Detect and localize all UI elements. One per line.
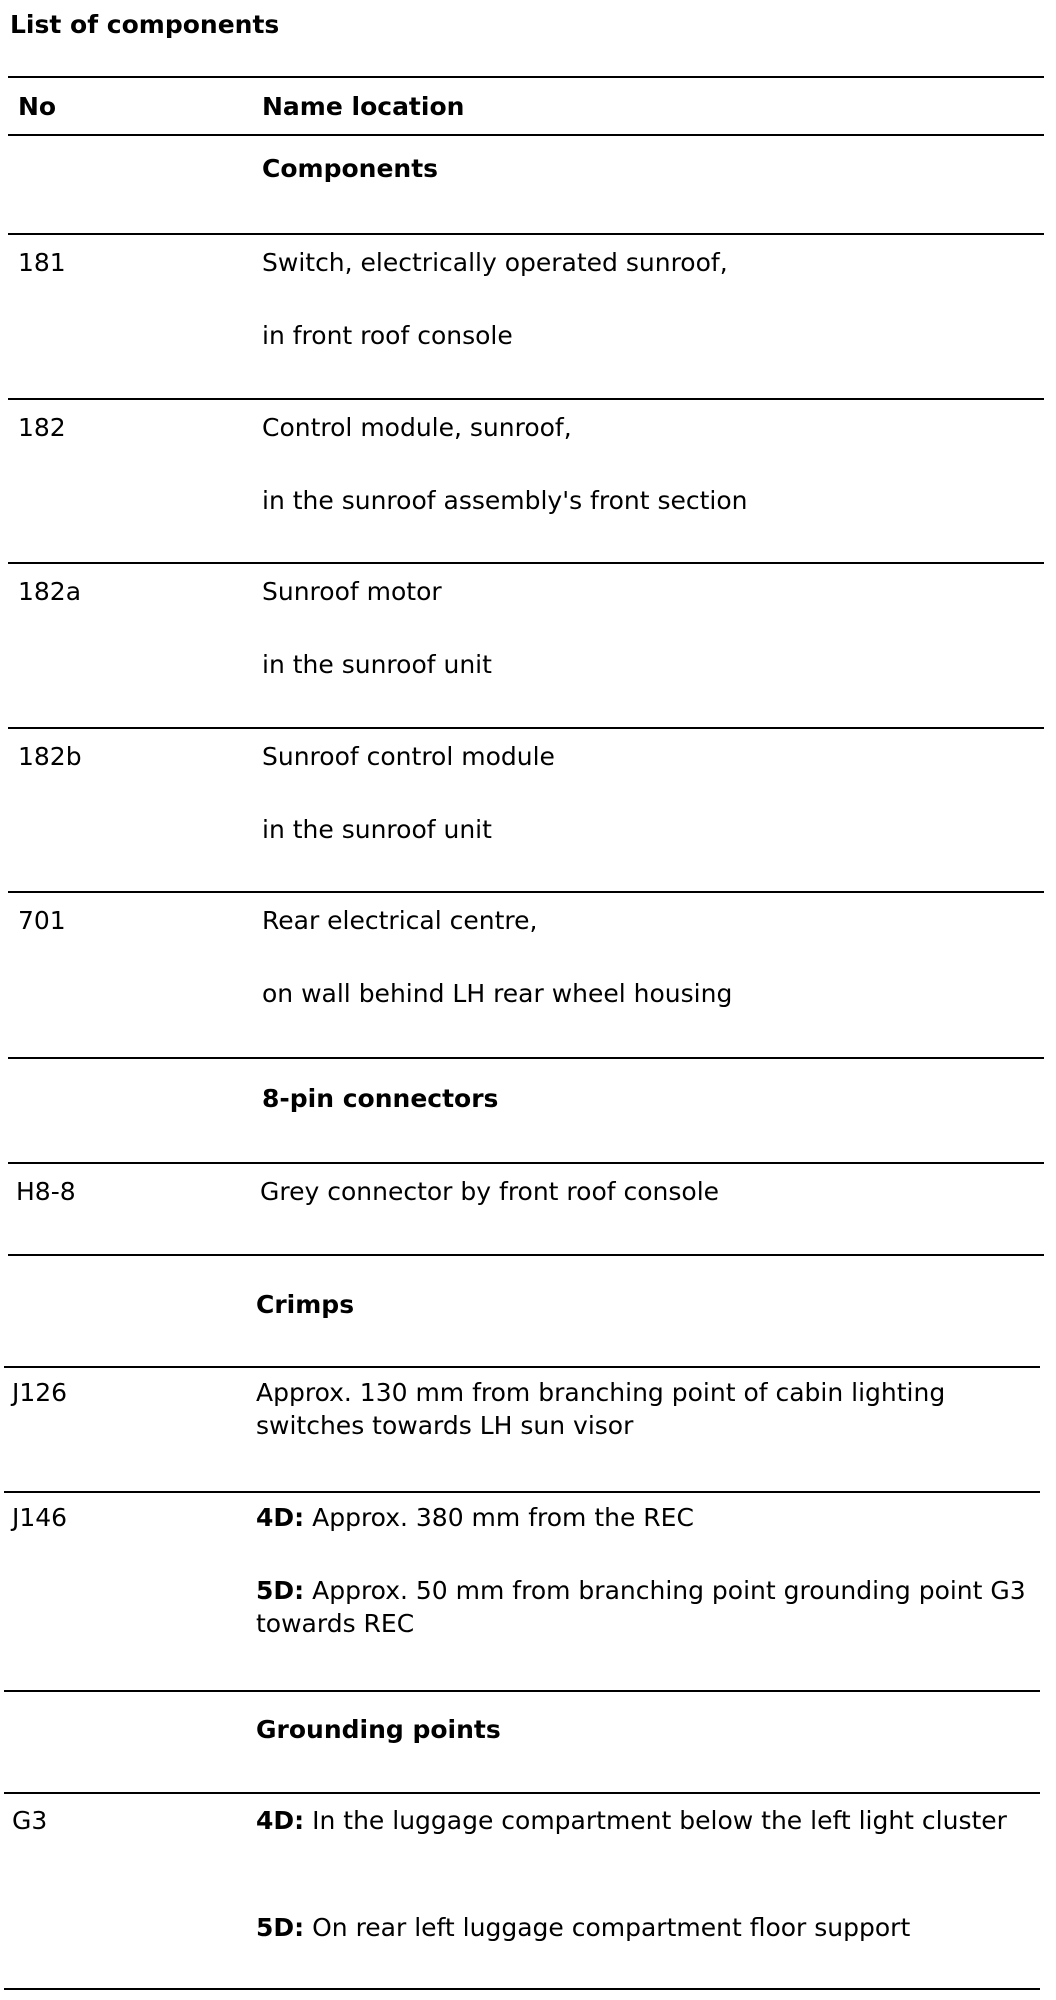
- component-name: Control module, sunroof,: [262, 413, 572, 442]
- header-rule: [8, 134, 1044, 136]
- variant-5d-location: [256, 1574, 1036, 1640]
- variant-4d-location: [256, 1804, 1036, 1837]
- component-location: in the sunroof assembly's front section: [262, 486, 748, 515]
- row-rule: [8, 1162, 1044, 1164]
- row-rule: [4, 1366, 1040, 1368]
- row-rule: [4, 1491, 1040, 1493]
- component-name: Sunroof motor: [262, 577, 442, 606]
- component-name: Grey connector by front roof console: [260, 1177, 720, 1206]
- row-number: 182a: [18, 577, 82, 606]
- crimp-location: Approx. 130 mm from branching point of cabin lighting switches towards LH sun visor: [256, 1378, 946, 1440]
- variant-5d-label: 5D:: [256, 1576, 305, 1605]
- row-rule: [8, 562, 1044, 564]
- row-rule: [8, 233, 1044, 235]
- component-name: Switch, electrically operated sunroof,: [262, 248, 728, 277]
- component-location: in front roof console: [262, 321, 513, 350]
- section-heading-crimps: Crimps: [256, 1290, 355, 1319]
- section-heading-8-pin-connectors: 8-pin connectors: [262, 1084, 499, 1113]
- variant-4d-label: 4D:: [256, 1806, 305, 1835]
- row-rule: [8, 727, 1044, 729]
- component-location: in the sunroof unit: [262, 815, 492, 844]
- row-rule: [4, 1690, 1040, 1692]
- row-number: G3: [12, 1806, 48, 1835]
- row-number: 182b: [18, 742, 82, 771]
- variant-5d-label: 5D:: [256, 1913, 305, 1942]
- row-number: H8-8: [16, 1177, 76, 1206]
- variant-5d-text: Approx. 50 mm from branching point grounding point G3 towards REC: [256, 1576, 1026, 1638]
- column-header-name-location: Name location: [262, 92, 465, 121]
- variant-4d-text: Approx. 380 mm from the REC: [304, 1503, 694, 1532]
- row-number: 182: [18, 413, 66, 442]
- column-header-no: No: [18, 92, 57, 121]
- variant-5d-text: On rear left luggage compartment floor support: [304, 1913, 911, 1942]
- row-number: J126: [12, 1378, 68, 1407]
- row-number: 701: [18, 906, 66, 935]
- section-heading-components: Components: [262, 154, 439, 183]
- row-rule: [8, 891, 1044, 893]
- component-name: Rear electrical centre,: [262, 906, 538, 935]
- variant-4d-location: [256, 1501, 694, 1535]
- row-rule: [8, 398, 1044, 400]
- row-rule: [8, 1254, 1044, 1256]
- table-top-rule: [8, 76, 1044, 78]
- row-rule: [4, 1792, 1040, 1794]
- component-location: in the sunroof unit: [262, 650, 492, 679]
- variant-4d-label: 4D:: [256, 1503, 305, 1532]
- row-number: J146: [12, 1503, 68, 1532]
- variant-4d-text: In the luggage compartment below the left light cluster: [304, 1806, 1007, 1835]
- component-location: on wall behind LH rear wheel housing: [262, 979, 733, 1008]
- document-title: List of components: [10, 10, 280, 39]
- variant-5d-location: [256, 1911, 910, 1945]
- component-name: Sunroof control module: [262, 742, 555, 771]
- table-bottom-rule: [4, 1988, 1040, 1990]
- row-rule: [8, 1057, 1044, 1059]
- row-number: 181: [18, 248, 66, 277]
- section-heading-grounding-points: Grounding points: [256, 1715, 501, 1744]
